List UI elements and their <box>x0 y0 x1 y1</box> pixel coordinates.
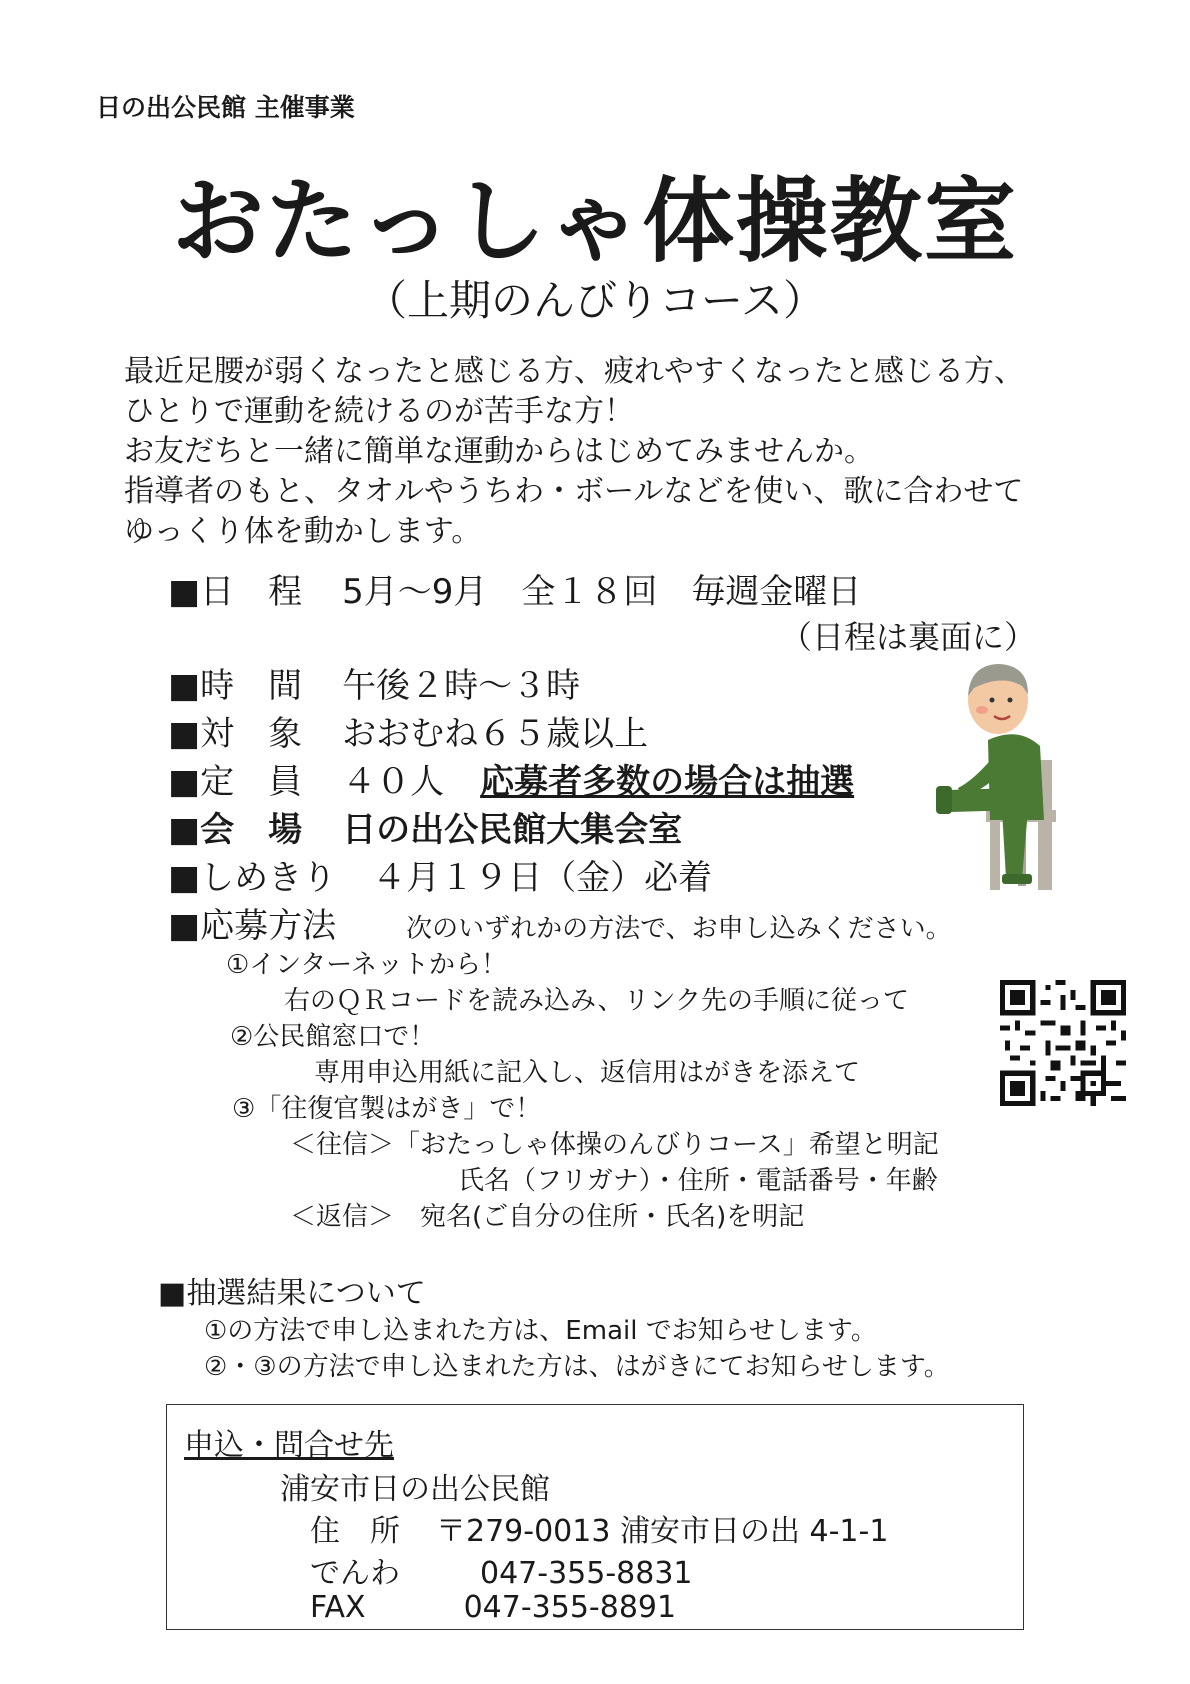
fax-value: 047-355-8891 <box>463 1590 677 1625</box>
deadline-label: ■しめきり <box>168 858 337 898</box>
method-1-desc: 右のＱＲコードを読み込み、リンク先の手順に従って <box>284 986 910 1016</box>
host-label: 日の出公民館 主催事業 <box>96 93 355 122</box>
contact-tel-row <box>310 1548 693 1592</box>
schedule-value: 5月～9月 全１８回 毎週金曜日 <box>342 572 862 612</box>
contact-fax-row <box>310 1590 676 1625</box>
qr-code-icon[interactable] <box>1000 980 1126 1106</box>
contact-address-row <box>310 1506 888 1550</box>
time-value: 午後２時～３時 <box>342 666 581 706</box>
elderly-man-exercising-icon <box>918 660 1098 910</box>
deadline-value: ４月１９日（金）必着 <box>372 858 713 898</box>
lottery-line-2: ②・③の方法で申し込まれた方は、はがきにてお知らせします。 <box>204 1352 950 1382</box>
method-1-title: ①インターネットから！ <box>226 950 507 980</box>
page-subtitle: （上期のんびりコース） <box>365 276 825 325</box>
venue-row <box>168 802 682 851</box>
target-value: おおむね６５歳以上 <box>342 714 649 754</box>
intro-line: お友だちと一緒に簡単な運動からはじめてみませんか。 <box>124 434 874 469</box>
deadline-row <box>168 850 712 899</box>
method-3-outgoing-text: 「おたっしゃ体操のんびりコース」希望と明記 <box>394 1130 939 1160</box>
apply-lead: 次のいずれかの方法で、お申し込みください。 <box>406 914 952 944</box>
method-3-outgoing-2: 氏名（フリガナ）・住所・電話番号・年齢 <box>458 1166 938 1196</box>
address-value: 〒279-0013 浦安市日の出 4-1-1 <box>436 1514 889 1549</box>
method-3-outgoing-label: ＜往信＞ <box>290 1130 395 1160</box>
lottery-line-1: ①の方法で申し込まれた方は、Email でお知らせします。 <box>204 1316 877 1346</box>
apply-row <box>168 898 952 947</box>
apply-label: ■応募方法 <box>168 906 337 946</box>
method-3-return-text: 宛名(ご自分の住所・氏名)を明記 <box>420 1202 805 1232</box>
method-3-return <box>290 1196 804 1233</box>
tel-value: 047-355-8831 <box>480 1556 693 1591</box>
intro-line: ひとりで運動を続けるのが苦手な方！ <box>124 394 634 429</box>
capacity-value: ４０人 <box>342 762 445 802</box>
contact-org: 浦安市日の出公民館 <box>280 1472 550 1507</box>
method-3-title: ③「往復官製はがき」で！ <box>232 1094 542 1124</box>
capacity-row <box>168 754 854 803</box>
page-title: おたっしゃ体操教室 <box>171 168 1018 275</box>
method-2-title: ②公民館窓口で！ <box>230 1022 436 1052</box>
capacity-label: ■定 員 <box>168 762 303 802</box>
method-3-return-label: ＜返信＞ <box>290 1202 395 1232</box>
tel-label: でんわ <box>310 1556 400 1591</box>
fax-label: FAX <box>310 1590 366 1625</box>
capacity-note: 応募者多数の場合は抽選 <box>480 762 855 802</box>
venue-label: ■会 場 <box>168 810 303 850</box>
intro-line: 最近足腰が弱くなったと感じる方、疲れやすくなったと感じる方、 <box>124 354 1024 389</box>
schedule-note: （日程は裏面に） <box>780 618 1037 656</box>
target-row <box>168 706 648 755</box>
intro-line: 指導者のもと、タオルやうちわ・ボールなどを使い、歌に合わせて <box>124 474 1024 509</box>
address-label: 住 所 <box>310 1514 400 1549</box>
contact-heading: 申込・問合せ先 <box>184 1428 394 1463</box>
target-label: ■対 象 <box>168 714 303 754</box>
method-2-desc: 専用申込用紙に記入し、返信用はがきを添えて <box>314 1058 861 1088</box>
intro-line: ゆっくり体を動かします。 <box>124 514 482 549</box>
method-3-outgoing <box>290 1124 939 1161</box>
venue-value: 日の出公民館大集会室 <box>342 810 683 850</box>
schedule-label: ■日 程 <box>168 572 303 612</box>
lottery-heading: ■抽選結果について <box>158 1276 426 1311</box>
time-row <box>168 658 580 707</box>
schedule-row <box>168 564 861 613</box>
time-label: ■時 間 <box>168 666 303 706</box>
intro-text <box>124 352 1024 552</box>
